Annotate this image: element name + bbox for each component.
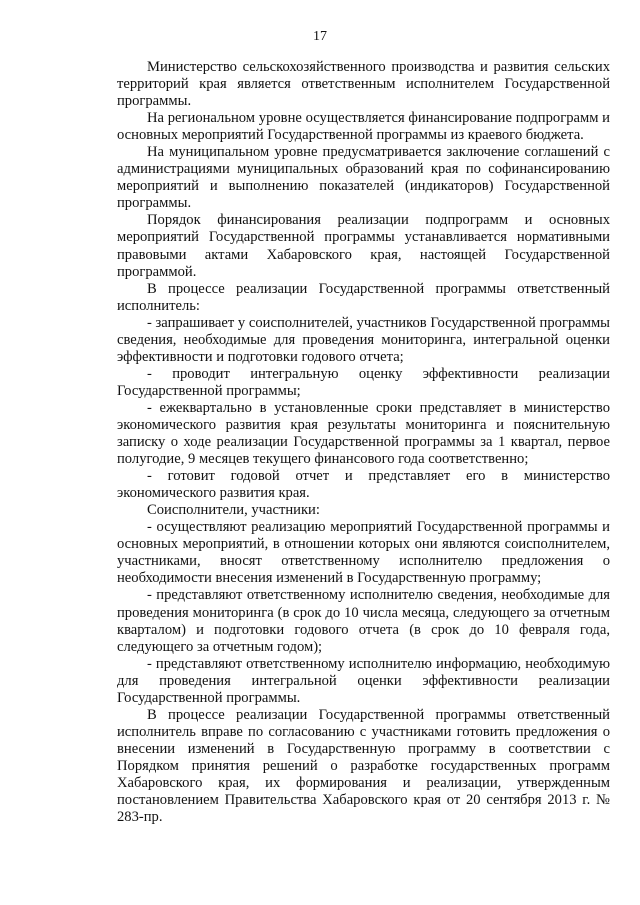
paragraph: Министерство сельскохозяйственного производства и развития сельских территорий края является ответственным исполнителем Государственной программы. <box>117 59 610 110</box>
paragraph: На региональном уровне осуществляется финансирование подпрограмм и основных мероприятий Государственной программы из краевого бюджета. <box>117 110 610 144</box>
paragraph: В процессе реализации Государственной программы ответственный исполнитель: <box>117 280 610 314</box>
list-item: - ежеквартально в установленные сроки представляет в министерство экономического развития края результаты мониторинга и пояснительную записку о ходе реализации Государственной программы за 1 квартал, первое полугодие, 9 месяцев текущего финансового года соответственно; <box>117 399 610 468</box>
list-item: - готовит годовой отчет и представляет его в министерство экономического развития края. <box>117 468 610 502</box>
list-item: - представляют ответственному исполнителю сведения, необходимые для проведения мониторинга (в срок до 10 числа месяца, следующего за отчетным кварталом) и подготовки годового отчета (в срок до 10 февраля года, следующего за отчетным годом); <box>117 587 610 655</box>
document-body <box>117 59 610 826</box>
list-item: - представляют ответственному исполнителю информацию, необходимую для проведения интегральной оценки эффективности реализации Государственной программы. <box>117 655 610 706</box>
paragraph: Соисполнители, участники: <box>147 502 320 519</box>
list-item: - запрашивает у соисполнителей, участников Государственной программы сведения, необходимые для проведения мониторинга, интегральной оценки эффективности и подготовки годового отчета; <box>117 314 610 365</box>
paragraph: В процессе реализации Государственной программы ответственный исполнитель вправе по согласованию с участниками готовить предложения о внесении изменений в Государственную программу в соответствии с Порядком принятия решений о разработке государственных программ Хабаровского края, их формирования и реализации, утвержденным постановлением Правительства Хабаровского края от 20 сентября 2013 г. № 283-пр. <box>117 706 610 826</box>
paragraph: На муниципальном уровне предусматривается заключение соглашений с администрациями муниципальных образований края по софинансированию мероприятий и выполнению показателей (индикаторов) Государственной программы. <box>117 144 610 212</box>
list-item: - осуществляют реализацию мероприятий Государственной программы и основных мероприятий, в отношении которых они являются соисполнителем, участниками, вносят ответственному исполнителю предложения о необходимости внесения изменений в Государственную программу; <box>117 519 610 587</box>
paragraph: Порядок финансирования реализации подпрограмм и основных мероприятий Государственной программы устанавливается нормативными правовыми актами Хабаровского края, настоящей Государственной программой. <box>117 212 610 280</box>
list-item: - проводит интегральную оценку эффективности реализации Государственной программы; <box>117 365 610 399</box>
page-number: 17 <box>313 29 327 44</box>
